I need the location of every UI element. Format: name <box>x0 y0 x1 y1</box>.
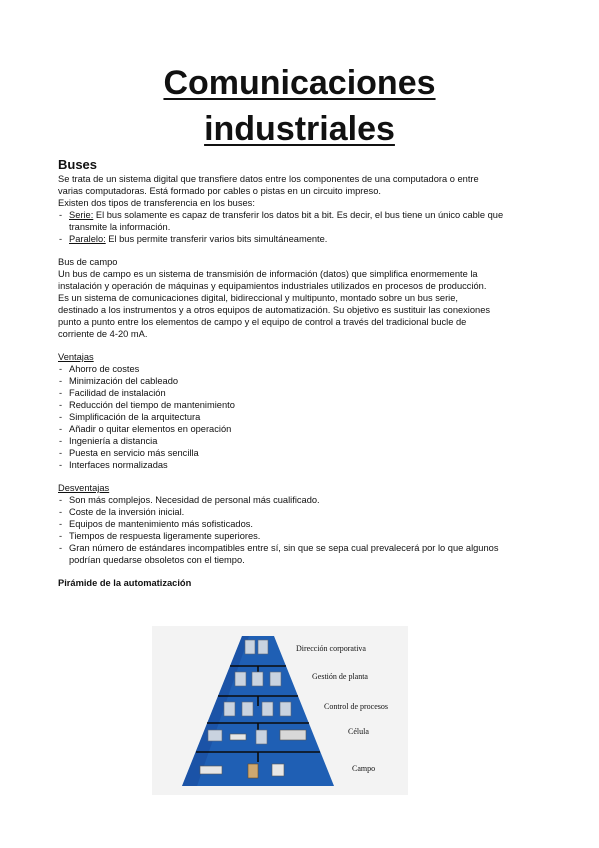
list-item: - Simplificación de la arquitectura <box>58 411 558 423</box>
level-label: Control de procesos <box>324 702 388 711</box>
list-item: - Son más complejos. Necesidad de personal más cualificado. <box>58 494 558 506</box>
bus-type-text-cont: transmite la información. <box>69 222 171 232</box>
bus-type-text: El bus solamente es capaz de transferir los datos bit a bit. Es decir, el bus tiene un único cable que <box>93 210 504 220</box>
bus-type-label: Serie: <box>69 210 94 220</box>
paragraph-line: corriente de 4-20 mA. <box>58 329 148 339</box>
advantages-list <box>58 363 558 471</box>
paragraph-line: destinado a los instrumentos y a otros equipos de automatización. Su objetivo es sustituir las conexiones <box>58 305 491 315</box>
list-item: - Interfaces normalizadas <box>58 459 558 471</box>
section-heading-pyramid: Pirámide de la automatización <box>58 578 192 588</box>
level-label: Gestión de planta <box>312 672 368 681</box>
section-heading-disadvantages: Desventajas <box>58 483 110 493</box>
list-item-text-cont: podrían quedarse obsoletos con el tiempo. <box>69 555 245 565</box>
list-item: - Añadir o quitar elementos en operación <box>58 423 558 435</box>
list-item: - Ahorro de costes <box>58 363 558 375</box>
bus-type-label: Paralelo: <box>69 234 106 244</box>
list-item <box>58 542 558 566</box>
section-heading-advantages: Ventajas <box>58 352 94 362</box>
disadvantages-list <box>58 494 558 566</box>
paragraph-line: varias computadoras. Está formado por cables o pistas en un circuito impreso. <box>58 186 381 196</box>
list-item: - Coste de la inversión inicial. <box>58 506 558 518</box>
section-heading-buses: Buses <box>58 157 98 172</box>
list-item: - Reducción del tiempo de mantenimiento <box>58 399 558 411</box>
list-item: - Minimización del cableado <box>58 375 558 387</box>
pyramid-shape <box>182 636 334 786</box>
bus-types-list <box>58 209 558 245</box>
paragraph-line: Se trata de un sistema digital que transfiere datos entre los componentes de una computadora o entre <box>58 174 479 184</box>
page-title <box>0 60 599 152</box>
list-item: - Equipos de mantenimiento más sofisticados. <box>58 518 558 530</box>
document-body <box>58 157 558 589</box>
paragraph-line: punto a punto entre los elementos de campo y el equipo de control a través del tradicional bucle de <box>58 317 467 327</box>
list-item: - Puesta en servicio más sencilla <box>58 447 558 459</box>
section-heading-fieldbus: Bus de campo <box>58 257 118 267</box>
level-label: Campo <box>352 764 376 773</box>
level-label: Célula <box>348 727 369 736</box>
automation-pyramid-figure <box>152 626 408 795</box>
title-line-1: Comunicaciones <box>163 64 436 102</box>
paragraph-line: Existen dos tipos de transferencia en los buses: <box>58 198 255 208</box>
list-item: - Ingeniería a distancia <box>58 435 558 447</box>
level-label: Dirección corporativa <box>296 644 366 653</box>
list-item <box>58 209 558 233</box>
paragraph-line: instalación y operación de máquinas y equipamientos industriales utilizados en procesos de producción. <box>58 281 487 291</box>
list-item-text: Gran número de estándares incompatibles entre sí, sin que se sepa cual prevalecerá por lo que algunos <box>69 543 499 553</box>
list-item <box>58 233 558 245</box>
bus-type-text: El bus permite transferir varios bits simultáneamente. <box>105 234 328 244</box>
paragraph-line: Un bus de campo es un sistema de transmisión de información (datos) que simplifica enormemente la <box>58 269 478 279</box>
list-item: - Facilidad de instalación <box>58 387 558 399</box>
list-item: - Tiempos de respuesta ligeramente superiores. <box>58 530 558 542</box>
paragraph-line: Es un sistema de comunicaciones digital, bidireccional y multipunto, montado sobre un bus serie, <box>58 293 458 303</box>
automation-pyramid-diagram <box>152 626 408 795</box>
title-line-2: industriales <box>204 110 395 148</box>
